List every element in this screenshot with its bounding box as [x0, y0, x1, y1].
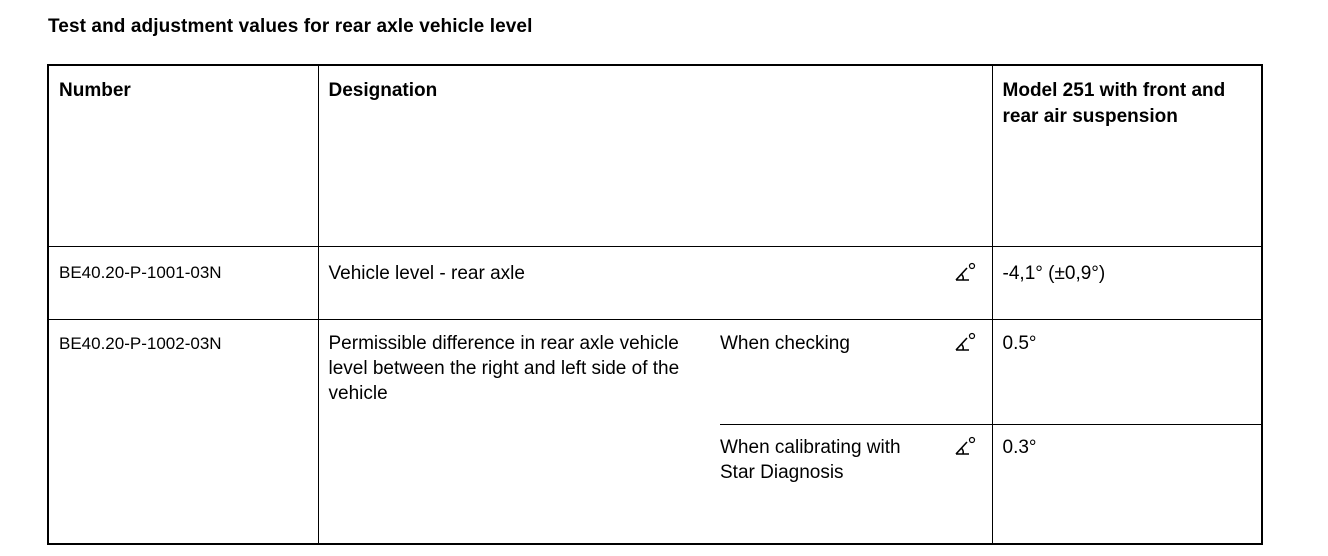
row2-designation-cell: [318, 319, 720, 544]
row2-cond1-value-cell: [992, 319, 1262, 424]
angle-icon: [952, 331, 976, 353]
angle-icon: [952, 435, 976, 457]
header-model: Model 251 with front and rear air suspension: [1002, 80, 1226, 127]
row2-number-cell: [48, 319, 318, 544]
row1-designation: Vehicle level - rear axle: [328, 262, 525, 284]
row2-cond2-value-cell: [992, 424, 1262, 544]
row2-cond2-value: 0.3°: [1002, 436, 1037, 458]
row2-cond2-label: When calibrating with Star Diagnosis: [720, 436, 901, 483]
header-number-cell: [48, 65, 318, 246]
table-row: [48, 319, 1262, 424]
header-model-cell: [992, 65, 1262, 246]
page-title: Test and adjustment values for rear axle vehicle level: [48, 16, 533, 37]
header-number: Number: [59, 80, 131, 101]
row2-designation: Permissible difference in rear axle vehicle level between the right and left side of the vehicle: [328, 332, 680, 404]
header-row: [48, 65, 1262, 246]
spec-table: [47, 64, 1263, 545]
row1-number-cell: [48, 246, 318, 319]
row2-number: BE40.20-P-1002-03N: [59, 333, 222, 353]
row2-cond1-value: 0.5°: [1002, 332, 1037, 354]
table-row: [48, 246, 1262, 319]
row1-designation-cell: [318, 246, 992, 319]
angle-icon: [952, 261, 976, 283]
row1-value-cell: [992, 246, 1262, 319]
row1-number: BE40.20-P-1001-03N: [59, 262, 222, 282]
header-designation: Designation: [328, 80, 438, 101]
row2-cond1-label: When checking: [720, 332, 850, 354]
row2-cond1-cell: [720, 319, 992, 424]
row2-cond2-cell: [720, 424, 992, 544]
row1-value: -4,1° (±0,9°): [1002, 262, 1106, 284]
header-designation-cell: [318, 65, 992, 246]
